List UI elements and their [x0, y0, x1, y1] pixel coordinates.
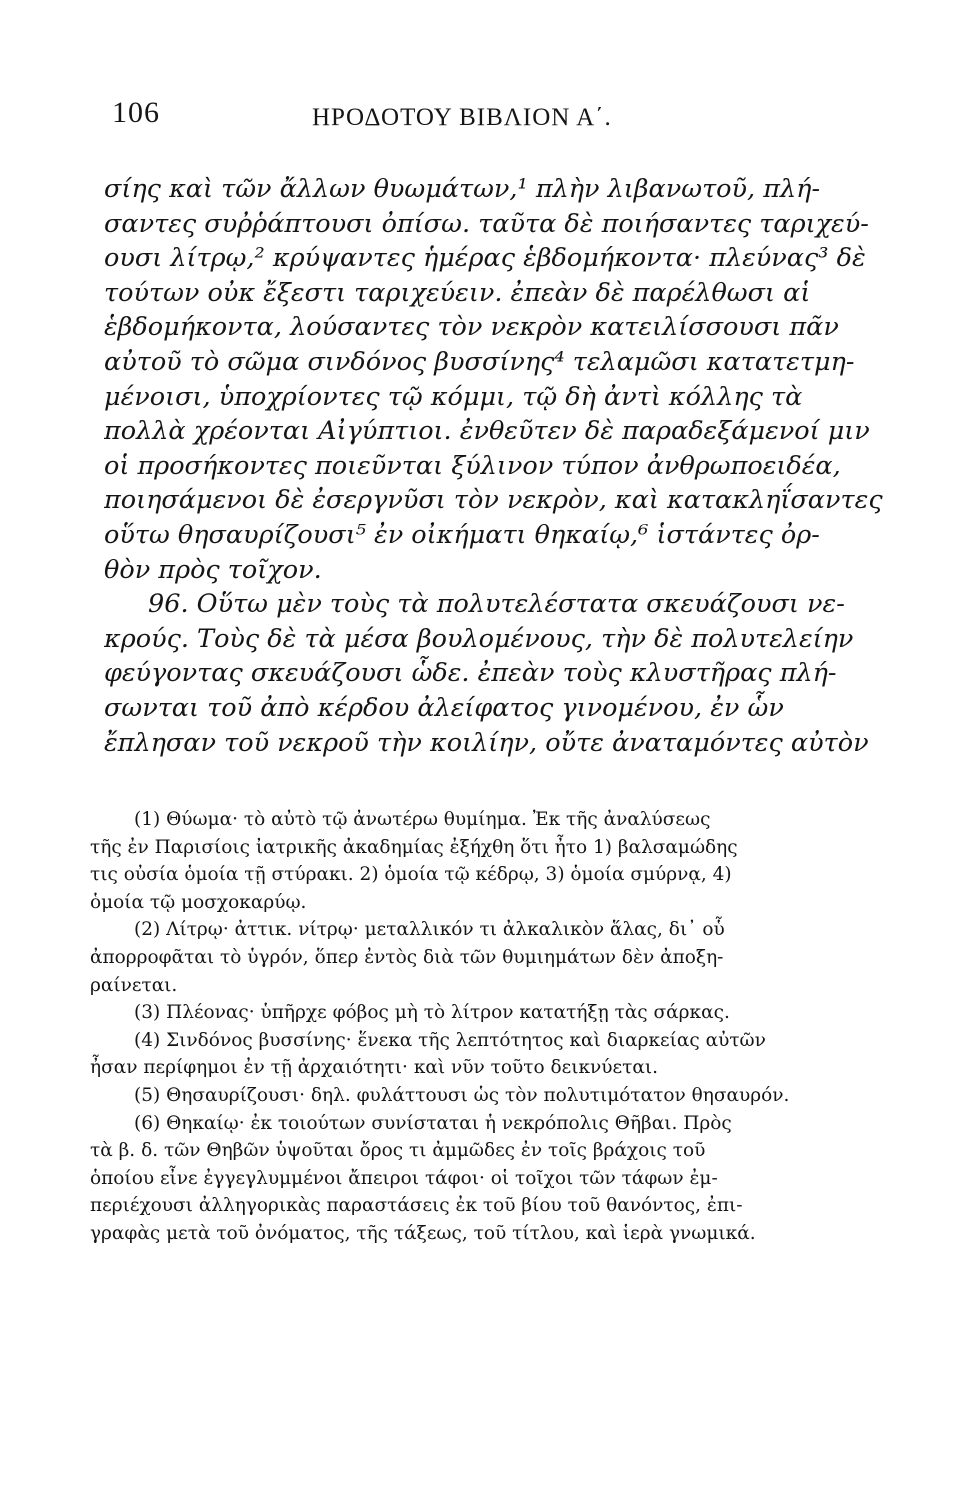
text-line: μένοισι, ὑποχρίοντες τῷ κόμμι, τῷ δὴ ἀντὶ κόλλης τὰ: [104, 381, 803, 412]
footnote-line: περιέχουσι ἀλληγορικὰς παραστάσεις ἐκ τοῦ βίου τοῦ θανόντος, ἐπι-: [90, 1195, 743, 1217]
section-96-start: 96. Οὕτω μὲν τοὺς τὰ πολυτελέστατα σκευάζουσι νε-: [148, 589, 845, 620]
footnote-line: τῆς ἐν Παρισίοις ἰατρικῆς ἀκαδημίας ἐξήχθη ὅτι ἦτο 1) βαλσαμώδης: [90, 836, 738, 858]
main-text: [104, 172, 936, 760]
text-line: κρούς. Τοὺς δὲ τὰ μέσα βουλομένους, τὴν δὲ πολυτελείην: [104, 623, 854, 654]
footnote-4: (4) Σινδόνος βυσσίνης· ἕνεκα τῆς λεπτότητος καὶ διαρκείας αὐτῶν: [134, 1029, 766, 1051]
text-line: σίης καὶ τῶν ἄλλων θυωμάτων,¹ πλὴν λιβανωτοῦ, πλή-: [104, 174, 821, 204]
text-line: ἔπλησαν τοῦ νεκροῦ τὴν κοιλίην, οὔτε ἀναταμόντες αὐτὸν: [104, 727, 869, 758]
footnote-line: ραίνεται.: [90, 974, 178, 996]
text-line: ποιησάμενοι δὲ ἐσεργνῦσι τὸν νεκρὸν, καὶ κατακληΐσαντες: [104, 485, 883, 516]
footnote-line: τὰ β. δ. τῶν Θηβῶν ὑψοῦται ὄρος τι ἀμμῶδες ἐν τοῖς βράχοις τοῦ: [90, 1140, 706, 1162]
footnote-line: ἀπορροφᾶται τὸ ὑγρόν, ὅπερ ἐντὸς διὰ τῶν θυμιημάτων δὲν ἀποξη-: [90, 946, 724, 968]
footnote-6: (6) Θηκαίῳ· ἐκ τοιούτων συνίσταται ἡ νεκρόπολις Θῆβαι. Πρὸς: [134, 1112, 732, 1134]
page-header: [112, 96, 832, 140]
footnotes: [90, 806, 936, 1248]
page-number: 106: [112, 96, 160, 129]
text-line: πολλὰ χρέονται Αἰγύπτιοι. ἐνθεῦτεν δὲ παραδεξάμενοί μιν: [104, 416, 870, 447]
footnote-5: (5) Θησαυρίζουσι· δηλ. φυλάττουσι ὡς τὸν πολυτιμότατον θησαυρόν.: [134, 1084, 790, 1106]
text-line: αὐτοῦ τὸ σῶμα σινδόνος βυσσίνης⁴ τελαμῶσι κατατετμη-: [104, 346, 855, 377]
footnote-2: (2) Λίτρῳ· ἀττικ. νίτρῳ· μεταλλικόν τι ἀλκαλικὸν ἅλας, δι᾽ οὗ: [134, 919, 725, 941]
text-line: φεύγοντας σκευάζουσι ὧδε. ἐπεὰν τοὺς κλυστῆρας πλή-: [104, 658, 837, 689]
text-line: οὕτω θησαυρίζουσι⁵ ἐν οἰκήματι θηκαίῳ,⁶ ἱστάντες ὀρ-: [104, 519, 820, 550]
footnote-line: ὁμοία τῷ μοσχοκαρύῳ.: [90, 891, 307, 913]
text-line: τούτων οὐκ ἔξεστι ταριχεύειν. ἐπεὰν δὲ παρέλθωσι αἱ: [104, 277, 811, 308]
footnote-line: γραφὰς μετὰ τοῦ ὀνόματος, τῆς τάξεως, τοῦ τίτλου, καὶ ἱερὰ γνωμικά.: [90, 1222, 756, 1244]
running-title: ΗΡΟΔΟΤΟΥ ΒΙΒΛΙΟΝ Α΄.: [312, 104, 612, 131]
text-line: σωνται τοῦ ἀπὸ κέρδου ἀλείφατος γινομένου, ἐν ὧν: [104, 692, 784, 723]
text-line: ἑβδομήκοντα, λούσαντες τὸν νεκρὸν κατειλίσσουσι πᾶν: [104, 312, 839, 343]
footnote-line: ὁποίου εἶνε ἐγγεγλυμμένοι ἄπειροι τάφοι· οἱ τοῖχοι τῶν τάφων ἐμ-: [90, 1167, 718, 1189]
text-line: σαντες συῤῥάπτουσι ὀπίσω. ταῦτα δὲ ποιήσαντες ταριχεύ-: [104, 208, 869, 239]
footnote-1: (1) Θύωμα· τὸ αὐτὸ τῷ ἀνωτέρω θυμίημα. Ἐκ τῆς ἀναλύσεως: [134, 809, 711, 830]
footnote-line: ἦσαν περίφημοι ἐν τῇ ἀρχαιότητι· καὶ νῦν τοῦτο δεικνύεται.: [90, 1057, 658, 1079]
text-line: θὸν πρὸς τοῖχον.: [104, 554, 322, 585]
text-line: οἱ προσήκοντες ποιεῦνται ξύλινον τύπον ἀνθρωποειδέα,: [104, 450, 841, 481]
text-line: ουσι λίτρῳ,² κρύψαντες ἡμέρας ἑβδομήκοντα· πλεύνας³ δὲ: [104, 243, 866, 274]
footnote-line: τις οὐσία ὁμοία τῇ στύρακι. 2) ὁμοία τῷ κέδρῳ, 3) ὁμοία σμύρνᾳ, 4): [90, 864, 732, 886]
footnote-3: (3) Πλέονας· ὑπῆρχε φόβος μὴ τὸ λίτρον κατατήξῃ τὰς σάρκας.: [134, 1002, 730, 1024]
